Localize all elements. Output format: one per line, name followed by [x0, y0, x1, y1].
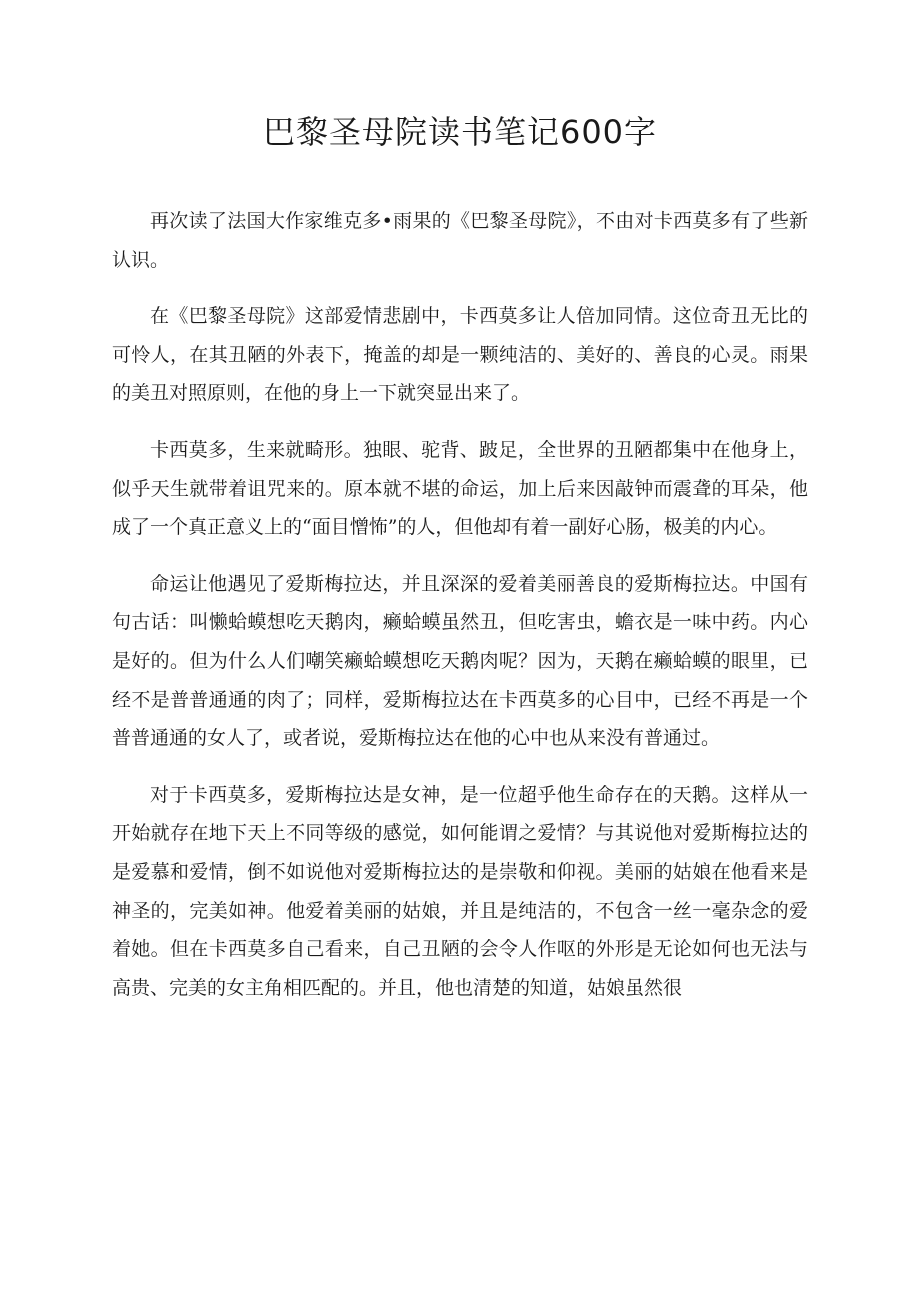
paragraph: 命运让他遇见了爱斯梅拉达，并且深深的爱着美丽善良的爱斯梅拉达。中国有句古话：叫懒蛤蟆想吃天鹅肉，癞蛤蟆虽然丑，但吃害虫，蟾衣是一味中药。内心是好的。但为什么人们嘲笑癞蛤蟆想吃天鹅肉呢？因为，天鹅在癞蛤蟆的眼里，已经不是普普通通的肉了；同样，爱斯梅拉达在卡西莫多的心目中，已经不再是一个普普通通的女人了，或者说，爱斯梅拉达在他的心中也从来没有普通过。 [112, 572, 808, 750]
paragraph: 对于卡西莫多，爱斯梅拉达是女神，是一位超乎他生命存在的天鹅。这样从一开始就存在地下天上不同等级的感觉，如何能谓之爱情？与其说他对爱斯梅拉达的是爱慕和爱情，倒不如说他对爱斯梅拉达的是崇敬和仰视。美丽的姑娘在他看来是神圣的，完美如神。他爱着美丽的姑娘，并且是纯洁的，不包含一丝一毫杂念的爱着她。但在卡西莫多自己看来，自己丑陋的会令人作呕的外形是无论如何也无法与高贵、完美的女主角相匹配的。并且，他也清楚的知道，姑娘虽然很 [112, 783, 808, 999]
document-body [112, 202, 808, 1025]
paragraph: 卡西莫多，生来就畸形。独眼、驼背、跛足，全世界的丑陋都集中在他身上，似乎天生就带着诅咒来的。原本就不堪的命运，加上后来因敲钟而震聋的耳朵，他成了一个真正意义上的“面目憎怖”的人，但他却有着一副好心肠，极美的内心。 [112, 438, 808, 539]
document-title: 巴黎圣母院读书笔记600字 [262, 113, 658, 151]
paragraph: 再次读了法国大作家维克多•雨果的《巴黎圣母院》，不由对卡西莫多有了些新认识。 [112, 210, 808, 271]
paragraph: 在《巴黎圣母院》这部爱情悲剧中，卡西莫多让人倍加同情。这位奇丑无比的可怜人，在其丑陋的外表下，掩盖的却是一颗纯洁的、美好的、善良的心灵。雨果的美丑对照原则，在他的身上一下就突显出来了。 [112, 305, 808, 405]
